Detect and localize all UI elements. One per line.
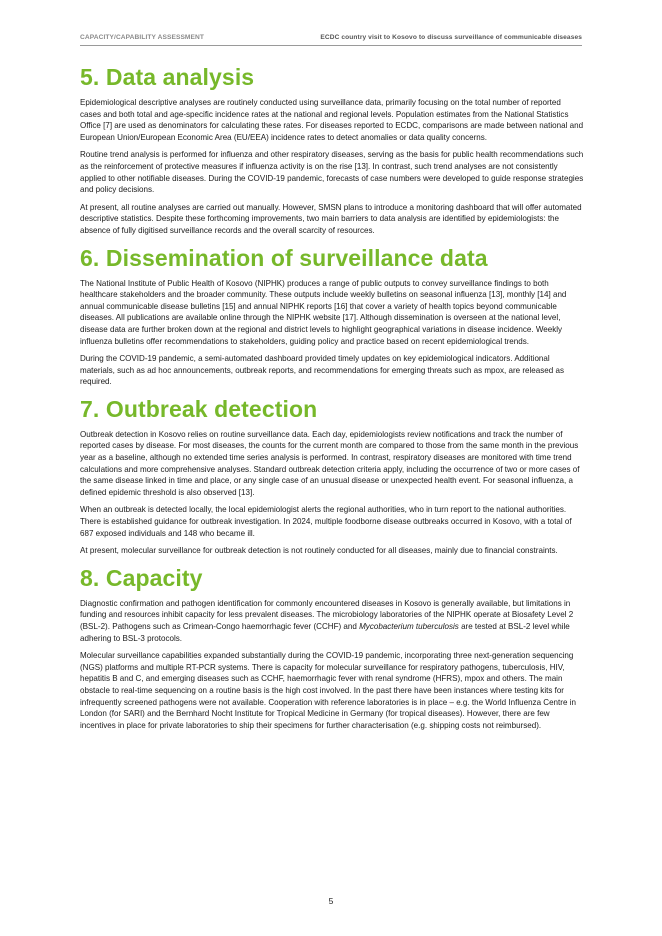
header-document-title: ECDC country visit to Kosovo to discuss surveillance of communicable diseases xyxy=(320,33,582,41)
paragraph: Molecular surveillance capabilities expanded substantially during the COVID-19 pandemic, incorporating three next-generation sequencing (NGS) platforms and multiple RT-PCR systems. There is capacity for molecular surveillance for respiratory pathogens, tuberculosis, HIV, hepatitis B and C, and emerging diseases such as CCHF, haemorrhagic fever with renal syndrome (HFRS), mpox and others. The main obstacle to real-time sequencing on a routine basis is the high cost involved. In the past there have been instances where testing kits for infrequently screened pathogens were not available. Cooperation with reference laboratories is in place – e.g. the World Influenza Centre in London (for SARI) and the Bernhard Nocht Institute for Tropical Medicine in Germany (for tropical diseases). However, there are few incentives in place for private laboratories to ship their specimens for further characterisation (e.g. shipping costs not reimbursed). xyxy=(80,651,576,730)
section-outbreak-detection xyxy=(80,394,584,557)
page-content xyxy=(80,58,584,737)
page-number: 5 xyxy=(328,896,334,906)
paragraph: When an outbreak is detected locally, the local epidemiologist alerts the regional authorities, who in turn report to the national authorities. There is established guidance for outbreak investigation. In 2024, multiple foodborne disease outbreaks occurred in Kosovo, with a total of 687 exposed individuals and 148 who became ill. xyxy=(80,505,572,538)
section-data-analysis xyxy=(80,62,584,237)
paragraph: The National Institute of Public Health of Kosovo (NIPHK) produces a range of public outputs to convey surveillance findings to both healthcare stakeholders and the broader community. These outputs include weekly bulletins on seasonal influenza [13], monthly [14] and annual communicable disease bulletins [15] and annual NIPHK reports [16] that cover a variety of health topics beyond communicable diseases. All publications are available online through the NIPHK website [17]. Although dissemination is overseen at the national level, disease data are further broken down at the regional and district levels to highlight geographical variations in disease incidence. Weekly influenza bulletins offer recommendations to stakeholders, guiding policy and practice based on recent epidemiological trends. xyxy=(80,278,567,346)
paragraph: During the COVID-19 pandemic, a semi-automated dashboard provided timely updates on key epidemiological indicators. Additional materials, such as ad hoc announcements, outbreak reports, and recommendations for emerging threats such as mpox, are released as required. xyxy=(80,354,564,387)
paragraph-text: are tested at BSL-2 level while adhering to BSL-3 protocols. xyxy=(80,622,570,643)
header-divider xyxy=(80,45,582,46)
paragraph: Outbreak detection in Kosovo relies on routine surveillance data. Each day, epidemiologists review notifications and track the number of reported cases by disease. For most diseases, the counts for the current month are compared to those from the same month in the previous year as a baseline, although no extended time series analysis is performed. In contrast, respiratory diseases are monitored with time trend calculations and more comprehensive analyses. Standard outbreak detection criteria apply, including the occurrence of two or more cases of the same disease linked in time and place, or any single case of an unusual disease or unexpected health event. For seasonal influenza, a defined epidemic threshold is also observed [13]. xyxy=(80,429,580,497)
paragraph: At present, molecular surveillance for outbreak detection is not routinely conducted for all diseases, mainly due to financial constraints. xyxy=(80,546,558,556)
section-heading: 8. Capacity xyxy=(80,564,203,591)
section-dissemination xyxy=(80,243,584,388)
paragraph xyxy=(80,598,584,644)
header-section-label: CAPACITY/CAPABILITY ASSESSMENT xyxy=(80,33,205,41)
paragraph: Epidemiological descriptive analyses are routinely conducted using surveillance data, primarily focusing on the total number of reported cases and both total and age-specific incidence rates at the national and regional levels. Population estimates from the National Statistics Office [7] are used as denominators for calculating these rates. For diseases reported to ECDC, comparisons are made between national and European Union/European Economic Area (EU/EEA) incidence rates to detect anomalies or data quality concerns. xyxy=(80,98,584,142)
section-heading: 6. Dissemination of surveillance data xyxy=(80,244,488,271)
paragraph-text: Diagnostic confirmation and pathogen identification for commonly encountered diseases in Kosovo is generally available, but limitations in funding and resources inhibit capacity for less prevalent diseases. The microbiology laboratories of the NIPHK operate at Biosafety Level 2 (BSL-2). Pathogens such as Crimean-Congo haemorrhagic fever (CCHF) and xyxy=(80,598,574,631)
species-name: Mycobacterium tuberculosis xyxy=(359,622,459,631)
section-capacity xyxy=(80,563,584,732)
section-heading: 7. Outbreak detection xyxy=(80,395,318,422)
paragraph: Routine trend analysis is performed for influenza and other respiratory diseases, serving as the basis for public health recommendations such as the reinforcement of protective measures if influenza activity is on the rise [13]. In contrast, such trend analyses are not consistently applied to other notifiable diseases. During the COVID-19 pandemic, forecasts of case numbers were developed to guide response strategies and policy decisions. xyxy=(80,150,584,195)
running-header xyxy=(80,30,582,44)
paragraph: At present, all routine analyses are carried out manually. However, SMSN plans to introduce a monitoring dashboard that will offer automated descriptive statistics. Despite these forthcoming improvements, two main barriers to data analysis are identified by epidemiologists: the absence of fully digitised surveillance records and the overall scarcity of resources. xyxy=(80,202,582,235)
section-heading: 5. Data analysis xyxy=(80,64,255,90)
